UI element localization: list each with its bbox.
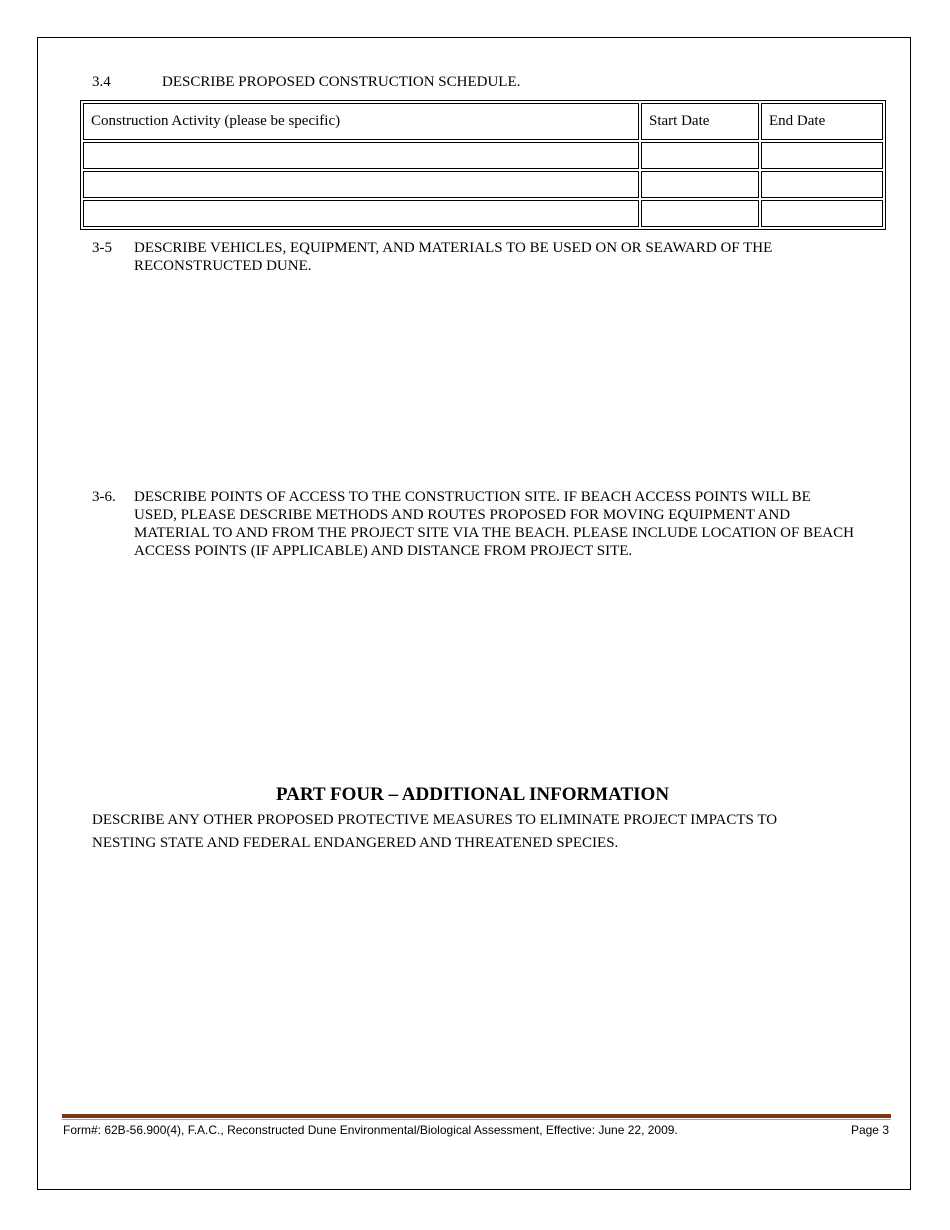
section-3-5-heading bbox=[92, 239, 852, 279]
activity-cell[interactable] bbox=[83, 171, 639, 198]
construction-schedule-table bbox=[80, 100, 886, 230]
section-number: 3.4 bbox=[92, 74, 111, 90]
start-date-cell[interactable] bbox=[641, 200, 759, 227]
start-date-cell[interactable] bbox=[641, 171, 759, 198]
activity-cell[interactable] bbox=[83, 142, 639, 169]
end-date-cell[interactable] bbox=[761, 200, 883, 227]
section-text: DESCRIBE POINTS OF ACCESS TO THE CONSTRUCTION SITE. IF BEACH ACCESS POINTS WILL BE USED, PLEASE DESCRIBE METHODS AND ROUTES PROPOSED FOR MOVING EQUIPMENT AND MATERIAL TO AND FROM THE PROJECT SITE VIA THE BEACH. PLEASE INCLUDE LOCATION OF BEACH ACCESS POINTS (IF APPLICABLE) AND DISTANCE FROM PROJECT SITE. bbox=[134, 489, 854, 559]
section-3-4-heading bbox=[92, 73, 792, 91]
footer-rule bbox=[62, 1114, 891, 1118]
activity-cell[interactable] bbox=[83, 200, 639, 227]
footer-form-text: Form#: 62B-56.900(4), F.A.C., Reconstructed Dune Environmental/Biological Assessment, Effective: June 22, 2009. bbox=[63, 1123, 678, 1137]
end-date-cell[interactable] bbox=[761, 142, 883, 169]
footer-page-number: Page 3 bbox=[850, 1123, 889, 1137]
table-row bbox=[83, 142, 883, 169]
column-header-start-date: Start Date bbox=[641, 103, 759, 140]
footer-rule-thin bbox=[62, 1119, 891, 1120]
section-3-6-heading bbox=[92, 488, 852, 568]
start-date-cell[interactable] bbox=[641, 142, 759, 169]
column-header-end-date: End Date bbox=[761, 103, 883, 140]
end-date-cell[interactable] bbox=[761, 171, 883, 198]
section-text: DESCRIBE PROPOSED CONSTRUCTION SCHEDULE. bbox=[162, 74, 521, 90]
part-four-text: DESCRIBE ANY OTHER PROPOSED PROTECTIVE MEASURES TO ELIMINATE PROJECT IMPACTS TO NESTING STATE AND FEDERAL ENDANGERED AND THREATENED SPECIES. bbox=[92, 812, 778, 851]
section-number: 3-5 bbox=[92, 240, 112, 256]
table-header-row bbox=[83, 103, 883, 140]
section-text: DESCRIBE VEHICLES, EQUIPMENT, AND MATERIALS TO BE USED ON OR SEAWARD OF THE RECONSTRUCTED DUNE. bbox=[134, 240, 773, 274]
part-four-title: PART FOUR – ADDITIONAL INFORMATION bbox=[275, 784, 670, 805]
column-header-activity: Construction Activity (please be specific) bbox=[83, 103, 639, 140]
table-row bbox=[83, 200, 883, 227]
section-number: 3-6. bbox=[92, 489, 116, 505]
table-row bbox=[83, 171, 883, 198]
